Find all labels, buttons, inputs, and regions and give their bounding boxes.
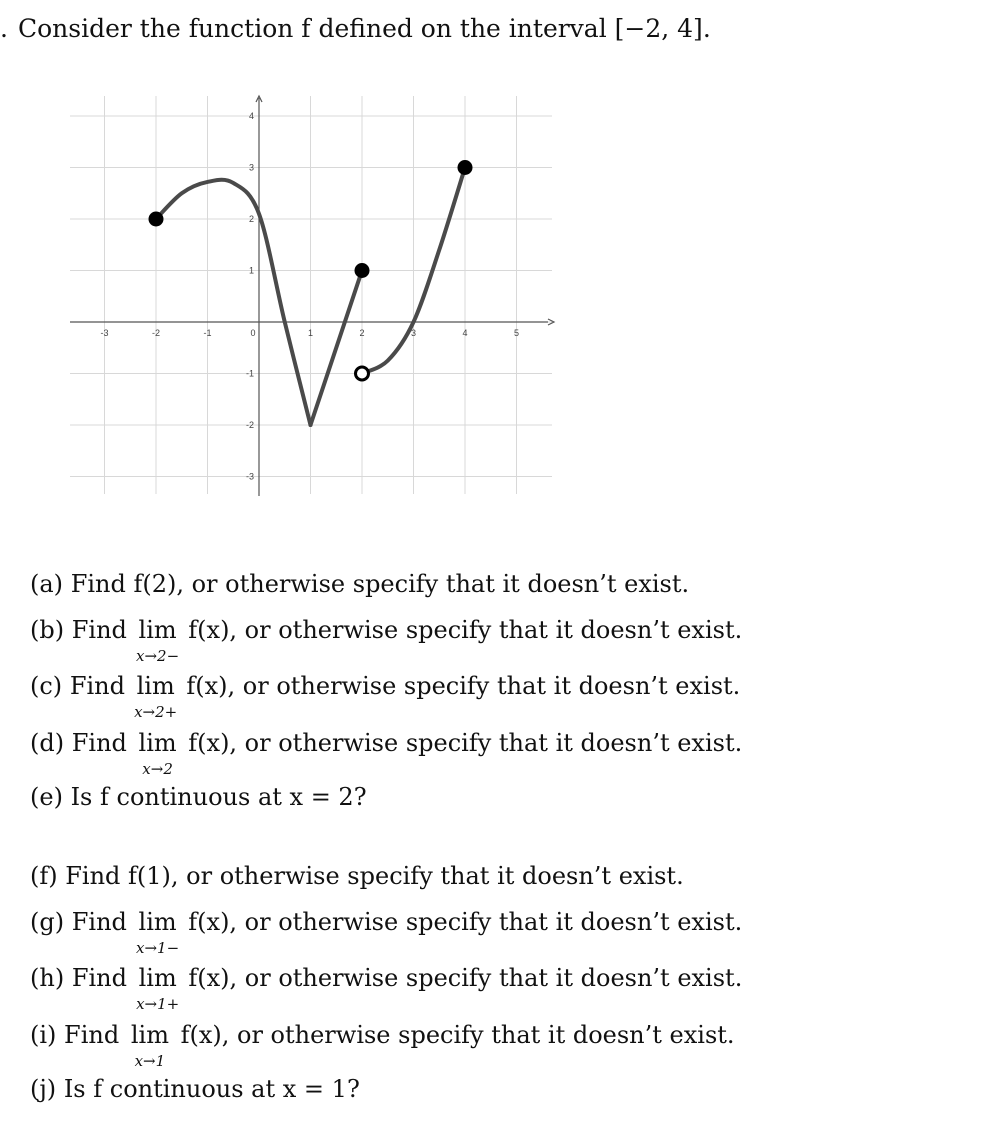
limit-word: lim bbox=[138, 908, 177, 936]
limit-operator bbox=[130, 1021, 169, 1070]
limit-operator bbox=[138, 729, 177, 778]
question-text-continued: f(x), or otherwise specify that it doesn’t exist. bbox=[186, 672, 741, 700]
question-letter: (h) bbox=[30, 964, 65, 992]
question-item bbox=[30, 1021, 735, 1070]
y-tick-label: 2 bbox=[248, 214, 254, 224]
question-text: Find bbox=[71, 964, 127, 992]
limit-word: lim bbox=[136, 672, 175, 700]
axes bbox=[70, 96, 554, 496]
question-text: Find bbox=[71, 616, 127, 644]
question-text: Find bbox=[71, 729, 127, 757]
question-text: Find bbox=[64, 1021, 120, 1049]
limit-operator bbox=[136, 616, 180, 665]
y-tick-label: 1 bbox=[248, 265, 254, 276]
question-letter: (j) bbox=[30, 1075, 57, 1103]
limit-word: lim bbox=[138, 616, 177, 644]
question-letter: (d) bbox=[30, 729, 65, 757]
question-text: Is f continuous at x = 1? bbox=[63, 1075, 360, 1103]
y-tick-label: -3 bbox=[245, 471, 254, 482]
x-tick-label: 1 bbox=[307, 328, 314, 338]
question-item bbox=[30, 672, 741, 721]
limit-subscript: x→1− bbox=[136, 939, 180, 957]
x-tick-label: 4 bbox=[462, 328, 468, 338]
closed-point bbox=[355, 263, 370, 278]
question-letter: (c) bbox=[30, 672, 63, 700]
question-letter: (i) bbox=[30, 1021, 57, 1049]
y-tick-label: 4 bbox=[248, 111, 254, 121]
problem-statement bbox=[0, 14, 711, 43]
limit-operator bbox=[136, 964, 180, 1013]
limit-subscript: x→1+ bbox=[136, 995, 180, 1013]
function-graph bbox=[66, 92, 556, 502]
open-point bbox=[356, 367, 369, 380]
x-tick-label: -2 bbox=[151, 328, 161, 338]
limit-subscript: x→1 bbox=[134, 1052, 166, 1070]
limit-operator bbox=[134, 672, 178, 721]
question-text-continued: f(x), or otherwise specify that it doesn’t exist. bbox=[188, 616, 743, 644]
limit-subscript: x→2+ bbox=[134, 703, 178, 721]
limit-word: lim bbox=[130, 1021, 169, 1049]
limit-word: lim bbox=[138, 729, 177, 757]
question-letter: (b) bbox=[30, 616, 65, 644]
x-tick-label: 2 bbox=[359, 328, 365, 338]
question-text: Find bbox=[71, 908, 127, 936]
limit-word: lim bbox=[138, 964, 177, 992]
grid bbox=[70, 96, 552, 494]
question-letter: (a) bbox=[30, 570, 64, 598]
limit-subscript: x→2 bbox=[142, 760, 173, 778]
x-tick-label: 3 bbox=[410, 328, 417, 338]
question-letter: (e) bbox=[30, 783, 63, 811]
closed-point bbox=[149, 212, 164, 227]
x-tick-label: 0 bbox=[250, 328, 256, 338]
question-text: Find f(2), or otherwise specify that it doesn’t exist. bbox=[70, 570, 690, 598]
x-tick-label: -1 bbox=[203, 328, 212, 338]
question-text: Find bbox=[69, 672, 125, 700]
question-text-continued: f(x), or otherwise specify that it doesn’t exist. bbox=[180, 1021, 735, 1049]
limit-subscript: x→2− bbox=[136, 647, 180, 665]
question-item bbox=[30, 570, 689, 598]
question-item bbox=[30, 783, 367, 811]
question-text-continued: f(x), or otherwise specify that it doesn’t exist. bbox=[188, 729, 743, 757]
y-tick-label: -1 bbox=[245, 368, 254, 379]
question-item bbox=[30, 1075, 360, 1103]
question-text: Is f continuous at x = 2? bbox=[70, 783, 367, 811]
x-tick-label: 5 bbox=[513, 328, 520, 338]
y-tick-label: 3 bbox=[248, 162, 254, 173]
closed-point bbox=[458, 160, 473, 175]
curve-segment-2 bbox=[311, 271, 363, 426]
list-bullet: . bbox=[0, 14, 8, 43]
curve-segment-1 bbox=[156, 180, 314, 425]
question-item bbox=[30, 964, 743, 1013]
question-item bbox=[30, 616, 743, 665]
question-item bbox=[30, 729, 743, 778]
question-text-continued: f(x), or otherwise specify that it doesn’t exist. bbox=[188, 964, 743, 992]
limit-operator bbox=[136, 908, 180, 957]
x-tick-label: -3 bbox=[100, 328, 109, 338]
question-item bbox=[30, 908, 743, 957]
question-item bbox=[30, 862, 684, 890]
question-text: Find f(1), or otherwise specify that it doesn’t exist. bbox=[65, 862, 684, 890]
question-letter: (f) bbox=[30, 862, 58, 890]
question-text-continued: f(x), or otherwise specify that it doesn’t exist. bbox=[188, 908, 743, 936]
question-letter: (g) bbox=[30, 908, 65, 936]
y-tick-label: -2 bbox=[245, 420, 254, 430]
intro-text: Consider the function f defined on the interval [−2, 4]. bbox=[18, 14, 711, 43]
